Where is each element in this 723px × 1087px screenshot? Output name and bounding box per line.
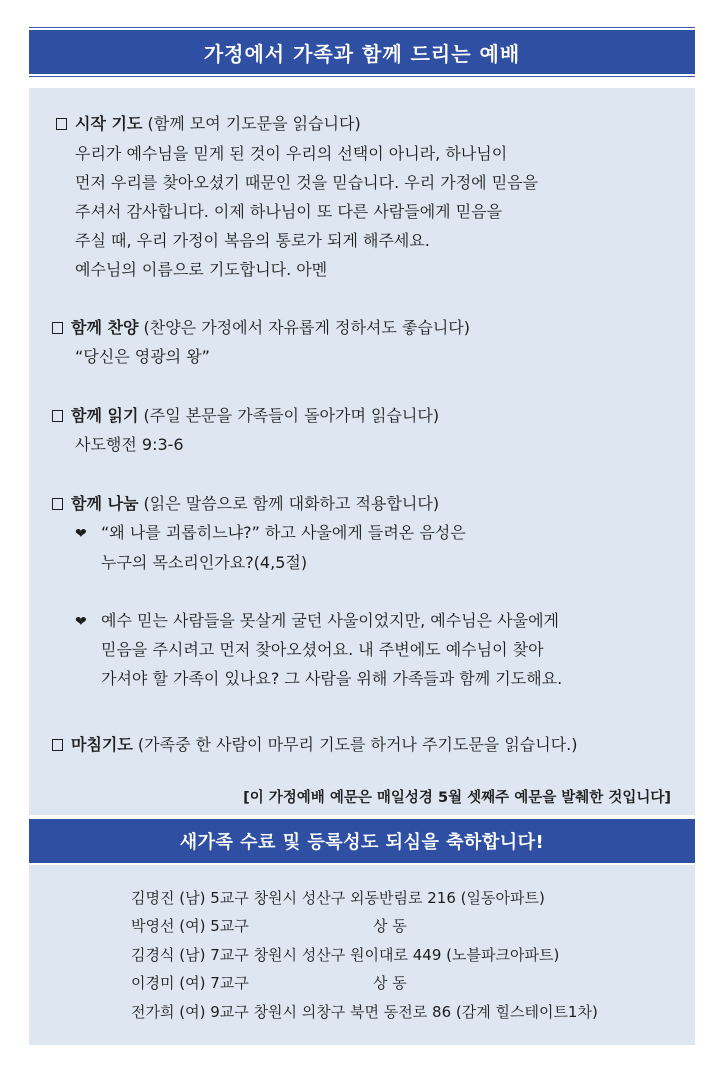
praise-note: (찬양은 가정에서 자유롭게 정하셔도 좋습니다) bbox=[143, 318, 470, 337]
member-name: 전가희 bbox=[131, 1003, 175, 1021]
section-closing-heading bbox=[52, 735, 578, 755]
closing-title: 마침기도 bbox=[71, 735, 133, 754]
checkbox-icon bbox=[52, 410, 63, 422]
member-row bbox=[131, 916, 407, 936]
q2-text-1: 예수 믿는 사람들을 못살게 굴던 사울이었지만, 예수님은 사울에게 bbox=[101, 611, 560, 630]
sharing-note: (읽은 말씀으로 함께 대화하고 적용합니다) bbox=[143, 494, 440, 513]
member-district: 5교구 bbox=[210, 917, 249, 935]
sharing-q2-line-2: 믿음을 주시려고 먼저 찾아오셨어요. 내 주변에도 예수님이 찾아 bbox=[101, 640, 544, 659]
member-gender: (남) bbox=[179, 889, 206, 907]
section-reading-heading bbox=[52, 406, 439, 426]
q1-text-1: “왜 나를 괴롭히느냐?” 하고 사울에게 들려온 음성은 bbox=[101, 523, 466, 542]
member-row bbox=[131, 945, 559, 965]
member-district: 5교구 bbox=[210, 889, 249, 907]
member-address: 상 동 bbox=[373, 974, 407, 992]
welcome-title: 새가족 수료 및 등록성도 되심을 축하합니다! bbox=[29, 819, 695, 863]
member-address: 상 동 bbox=[373, 917, 407, 935]
member-row bbox=[131, 888, 545, 908]
sharing-q1-line-1 bbox=[75, 523, 466, 544]
member-district: 7교구 bbox=[210, 974, 249, 992]
sharing-q1-line-2: 누구의 목소리인가요?(4,5절) bbox=[101, 553, 308, 572]
opening-note: (함께 모여 기도문을 읽습니다) bbox=[147, 114, 361, 133]
closing-note: (가족중 한 사람이 마무리 기도를 하거나 주기도문을 읽습니다.) bbox=[137, 735, 578, 754]
member-name: 이경미 bbox=[131, 974, 175, 992]
opening-line-3: 주셔서 감사합니다. 이제 하나님이 또 다른 사람들에게 믿음을 bbox=[75, 202, 503, 221]
reading-note: (주일 본문을 가족들이 돌아가며 읽습니다) bbox=[143, 406, 440, 425]
opening-line-1: 우리가 예수님을 믿게 된 것이 우리의 선택이 아니라, 하나님이 bbox=[75, 144, 508, 163]
member-district: 7교구 bbox=[210, 946, 249, 964]
member-address: 창원시 성산구 외동반림로 216 (일동아파트) bbox=[253, 889, 545, 907]
praise-song: “당신은 영광의 왕” bbox=[75, 347, 210, 366]
checkbox-icon bbox=[52, 739, 63, 751]
sharing-q2-line-1 bbox=[75, 611, 559, 632]
member-address: 창원시 의창구 북면 동전로 86 (감계 힐스테이트1차) bbox=[253, 1003, 598, 1021]
member-gender: (여) bbox=[179, 1003, 206, 1021]
member-gender: (여) bbox=[179, 974, 206, 992]
member-row bbox=[131, 1002, 598, 1022]
checkbox-icon bbox=[56, 118, 67, 130]
reading-passage: 사도행전 9:3-6 bbox=[75, 435, 184, 454]
section-sharing-heading bbox=[52, 494, 439, 514]
member-name: 김경식 bbox=[131, 946, 175, 964]
opening-line-5: 예수님의 이름으로 기도합니다. 아멘 bbox=[75, 260, 328, 279]
source-note: [이 가정예배 예문은 매일성경 5월 셋째주 예문을 발췌한 것입니다] bbox=[243, 790, 671, 806]
member-address: 창원시 성산구 원이대로 449 (노블파크아파트) bbox=[253, 946, 560, 964]
member-name: 김명진 bbox=[131, 889, 175, 907]
reading-title: 함께 읽기 bbox=[71, 406, 139, 425]
title-bottom-rule bbox=[29, 76, 695, 77]
opening-line-2: 먼저 우리를 찾아오셨기 때문인 것을 믿습니다. 우리 가정에 믿음을 bbox=[75, 173, 539, 192]
opening-line-4: 주실 때, 우리 가정이 복음의 통로가 되게 해주세요. bbox=[75, 231, 430, 250]
sharing-q2-line-3: 가셔야 할 가족이 있나요? 그 사람을 위해 가족들과 함께 기도해요. bbox=[101, 669, 563, 688]
opening-title: 시작 기도 bbox=[75, 114, 143, 133]
sharing-title: 함께 나눔 bbox=[71, 494, 139, 513]
section-praise-heading bbox=[52, 318, 470, 338]
member-gender: (여) bbox=[179, 917, 206, 935]
page-title: 가정에서 가족과 함께 드리는 예배 bbox=[29, 30, 695, 74]
member-row bbox=[131, 973, 407, 993]
member-gender: (남) bbox=[179, 946, 206, 964]
title-top-rule bbox=[29, 27, 695, 28]
praise-title: 함께 찬양 bbox=[71, 318, 139, 337]
heart-icon: ❤ bbox=[75, 614, 87, 630]
checkbox-icon bbox=[52, 322, 63, 334]
section-opening-heading bbox=[56, 114, 361, 134]
member-district: 9교구 bbox=[210, 1003, 249, 1021]
checkbox-icon bbox=[52, 498, 63, 510]
heart-icon: ❤ bbox=[75, 526, 87, 542]
member-name: 박영선 bbox=[131, 917, 175, 935]
